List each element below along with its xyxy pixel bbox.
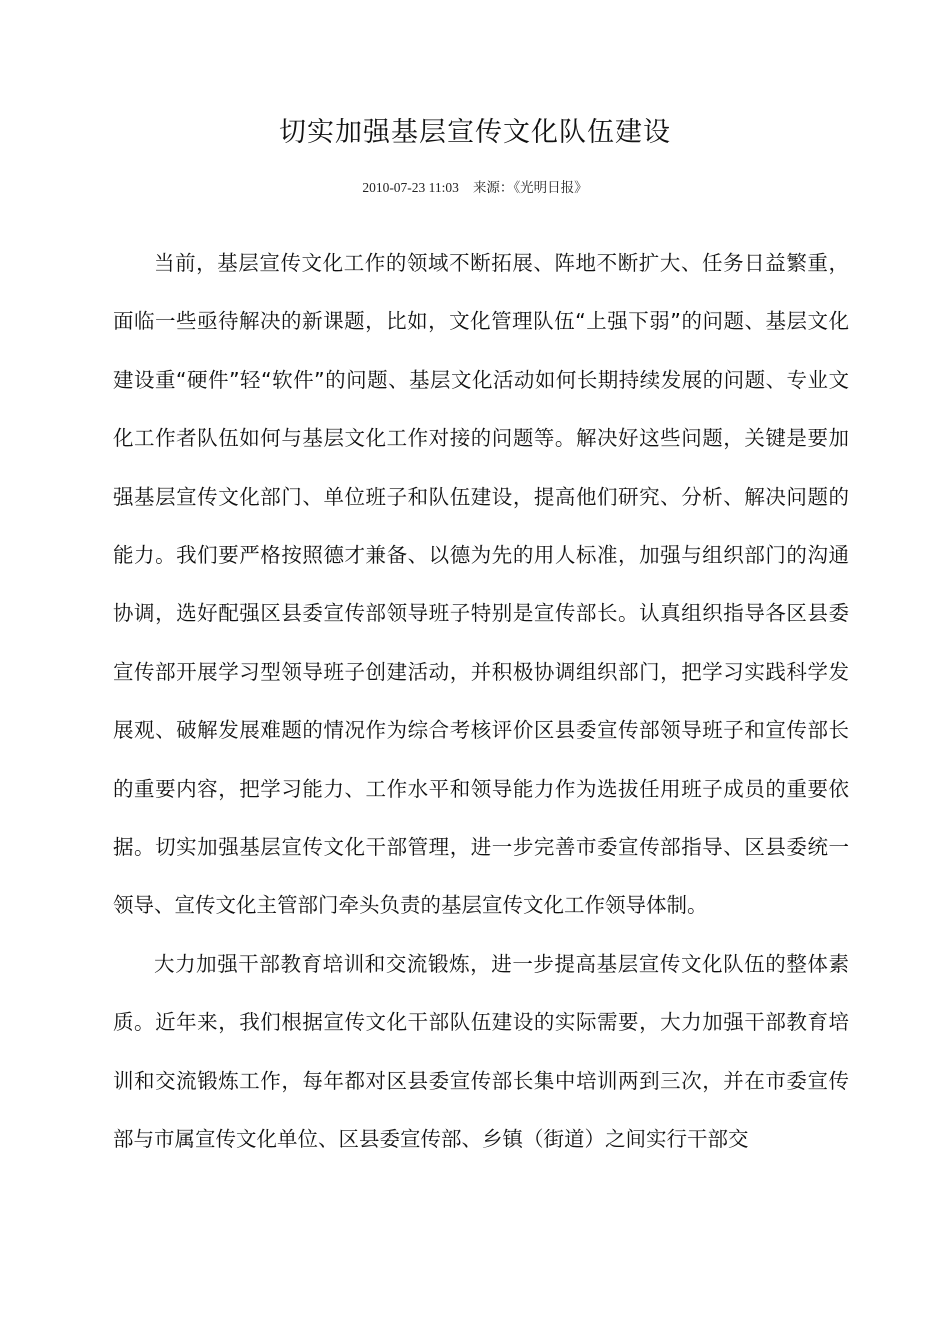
source-label: 来源： bbox=[472, 180, 514, 195]
article-title: 切实加强基层宣传文化队伍建设 bbox=[279, 117, 671, 148]
paragraph: 当前，基层宣传文化工作的领域不断拓展、阵地不断扩大、任务日益繁重，面临一些亟待解决的新课题，比如，文化管理队伍“上强下弱”的问题、基层文化建设重“硬件”轻“软件”的问题、基层文化活动如何长期持续发展的问题、专业文化工作者队伍如何与基层文化工作对接的问题等。解决好这些问题，关键是要加强基层宣传文化部门、单位班子和队伍建设，提高他们研究、分析、解决问题的能力。我们要严格按照德才兼备、以德为先的用人标准，加强与组织部门的沟通协调，选好配强区县委宣传部领导班子特别是宣传部长。认真组织指导各区县委宣传部开展学习型领导班子创建活动，并积极协调组织部门，把学习实践科学发展观、破解发展难题的情况作为综合考核评价区县委宣传部领导班子和宣传部长的重要内容，把学习能力、工作水平和领导能力作为选拔任用班子成员的重要依据。切实加强基层宣传文化干部管理，进一步完善市委宣传部指导、区县委统一领导、宣传文化主管部门牵头负责的基层宣传文化工作领导体制。 bbox=[113, 251, 849, 918]
article-meta bbox=[0, 178, 950, 198]
source-name: 《光明日报》 bbox=[513, 180, 588, 195]
paragraph: 大力加强干部教育培训和交流锻炼，进一步提高基层宣传文化队伍的整体素质。近年来，我们根据宣传文化干部队伍建设的实际需要，大力加强干部教育培训和交流锻炼工作，每年都对区县委宣传部长集中培训两到三次，并在市委宣传部与市属宣传文化单位、区县委宣传部、乡镇（街道）之间实行干部交 bbox=[113, 951, 849, 1152]
publish-date: 2010-07-23 11:03 bbox=[362, 180, 459, 195]
article-body bbox=[113, 234, 849, 1169]
